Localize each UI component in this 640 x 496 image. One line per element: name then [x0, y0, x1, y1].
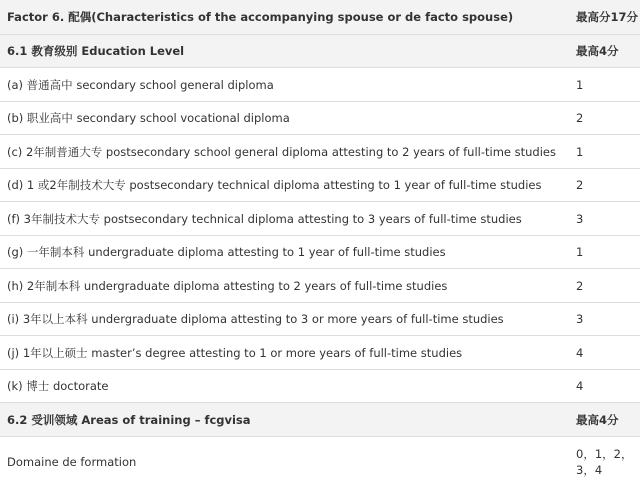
row-points: 3	[567, 202, 640, 236]
table-row	[0, 269, 640, 303]
row-points: 3	[567, 303, 640, 336]
table-row	[0, 437, 640, 487]
factor-title: Factor 6. 配偶(Characteristics of the accompanying spouse or de facto spouse)	[0, 0, 567, 35]
education-title: 6.1 教育级别 Education Level	[0, 35, 567, 68]
training-max-points: 最高4分	[567, 403, 640, 437]
row-label: (d) 1 或2年制技术大专 postsecondary technical diploma attesting to 1 year of full-time studies	[0, 169, 567, 202]
education-max-points: 最高4分	[567, 35, 640, 68]
table-row	[0, 135, 640, 169]
training-section-header	[0, 403, 640, 437]
row-label: (k) 博士 doctorate	[0, 370, 567, 403]
row-label: (c) 2年制普通大专 postsecondary school general diploma attesting to 2 years of full-time studies	[0, 135, 567, 169]
row-points: 2	[567, 269, 640, 303]
row-points: 2	[567, 169, 640, 202]
table-row	[0, 68, 640, 102]
row-points: 4	[567, 336, 640, 370]
factor-header-row	[0, 0, 640, 35]
table-row	[0, 202, 640, 236]
row-label: (b) 职业高中 secondary school vocational diploma	[0, 102, 567, 135]
row-label: Domaine de formation	[0, 437, 567, 487]
row-label: (j) 1年以上硕士 master’s degree attesting to 1 or more years of full-time studies	[0, 336, 567, 370]
row-label: (i) 3年以上本科 undergraduate diploma attesting to 3 or more years of full-time studies	[0, 303, 567, 336]
row-label: (g) 一年制本科 undergraduate diploma attesting to 1 year of full-time studies	[0, 236, 567, 269]
table-row	[0, 236, 640, 269]
table-row	[0, 303, 640, 336]
row-points: 1	[567, 68, 640, 102]
row-points: 4	[567, 370, 640, 403]
row-label: (h) 2年制本科 undergraduate diploma attesting to 2 years of full-time studies	[0, 269, 567, 303]
table-row	[0, 336, 640, 370]
row-label: (a) 普通高中 secondary school general diploma	[0, 68, 567, 102]
row-points: 1	[567, 236, 640, 269]
row-label: (f) 3年制技术大专 postsecondary technical diploma attesting to 3 years of full-time studies	[0, 202, 567, 236]
row-points: 2	[567, 102, 640, 135]
table-row	[0, 169, 640, 202]
row-points: 1	[567, 135, 640, 169]
education-section-header	[0, 35, 640, 68]
row-points: 0，1，2，3，4	[567, 437, 640, 487]
training-title: 6.2 受训领域 Areas of training – fcgvisa	[0, 403, 567, 437]
factor-max-points: 最高分17分	[567, 0, 640, 35]
table-row	[0, 102, 640, 135]
table-row	[0, 370, 640, 403]
